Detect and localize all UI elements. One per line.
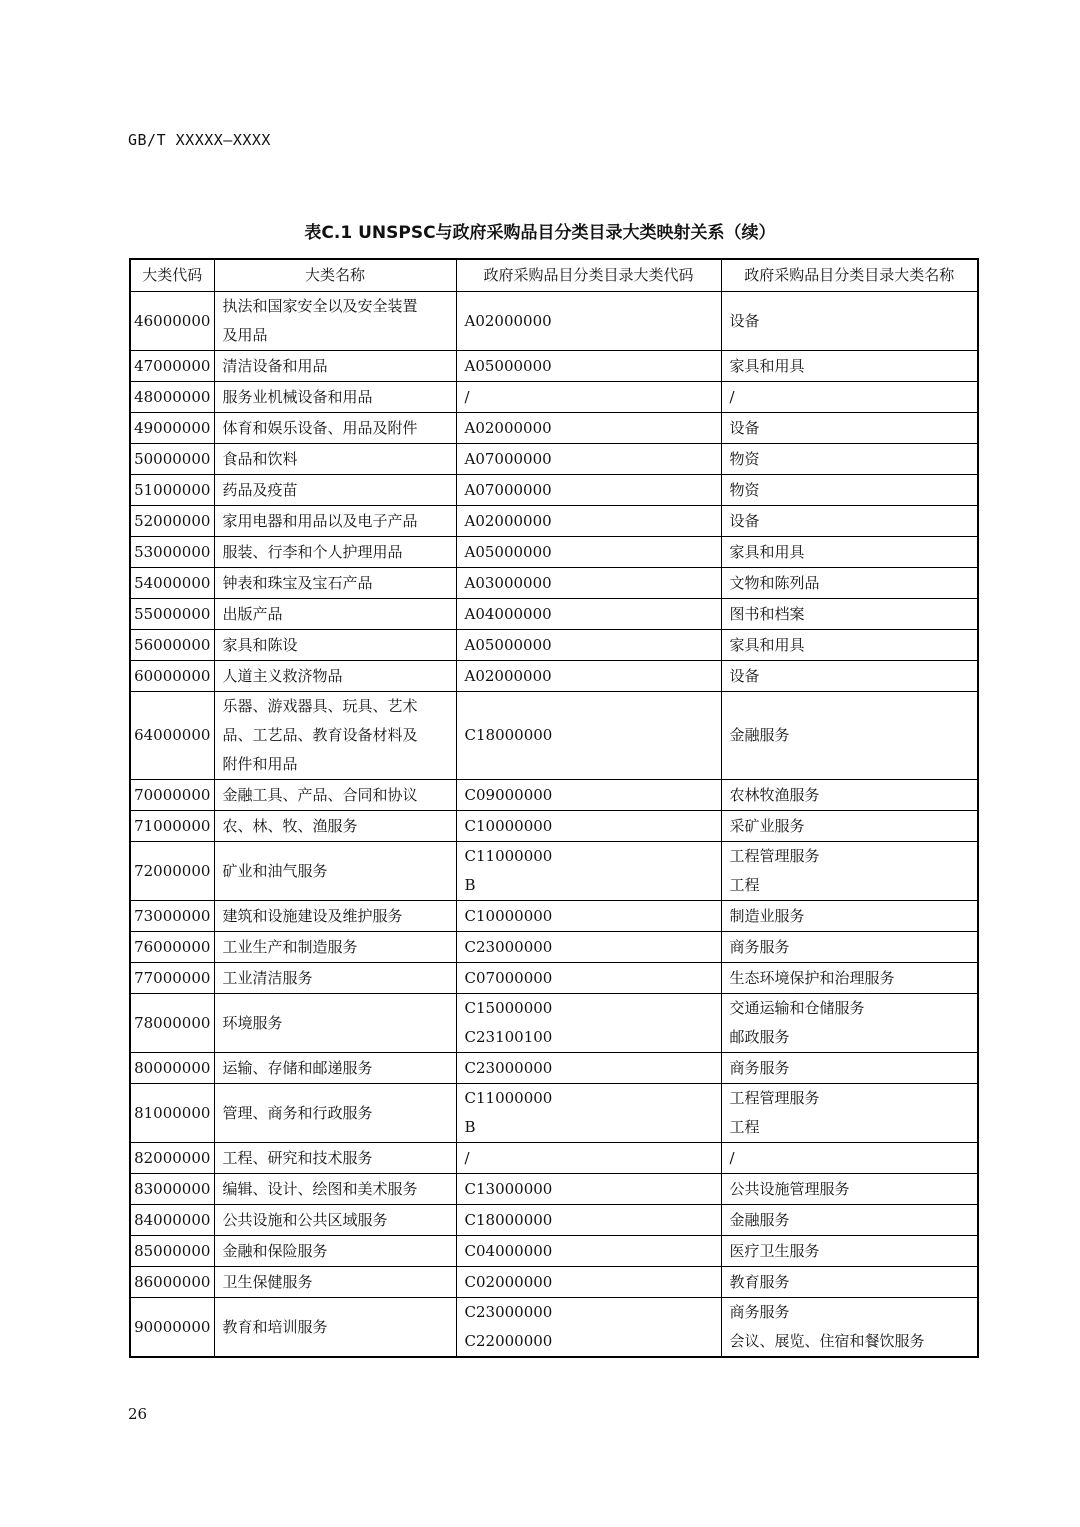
cell-gov-name bbox=[721, 1236, 978, 1267]
cell-gov-name-line: 家具和用具 bbox=[729, 356, 805, 375]
table-row bbox=[130, 292, 978, 351]
cell-gov-name bbox=[721, 1084, 978, 1143]
cell-gov-name-line: 物资 bbox=[729, 449, 760, 468]
cell-gov-code-line: C04000000 bbox=[464, 1241, 553, 1260]
cell-category-name-line: 工业生产和制造服务 bbox=[222, 937, 358, 956]
cell-gov-name bbox=[721, 630, 978, 661]
cell-gov-name-line: 农林牧渔服务 bbox=[729, 785, 820, 804]
cell-category-name-line: 品、工艺品、教育设备材料及 bbox=[222, 726, 418, 744]
cell-category-name bbox=[214, 506, 456, 537]
cell-gov-name bbox=[721, 1143, 978, 1174]
cell-category-name bbox=[214, 475, 456, 506]
cell-gov-code-line: C23000000 bbox=[464, 1058, 553, 1077]
cell-category-code: 85000000 bbox=[130, 1236, 214, 1267]
cell-gov-name bbox=[721, 382, 978, 413]
cell-gov-name-line: / bbox=[729, 1148, 735, 1167]
cell-gov-name bbox=[721, 661, 978, 692]
cell-category-code: 90000000 bbox=[130, 1298, 214, 1358]
cell-gov-code-line: C23000000 bbox=[464, 937, 553, 956]
cell-gov-name-line: 工程 bbox=[729, 1118, 760, 1136]
cell-category-code: 78000000 bbox=[130, 994, 214, 1053]
table-caption: 表C.1 UNSPSC与政府采购品目分类目录大类映射关系（续） bbox=[304, 223, 776, 243]
cell-category-code: 77000000 bbox=[130, 963, 214, 994]
cell-gov-code bbox=[456, 1084, 721, 1143]
cell-category-name-line: 执法和国家安全以及安全装置 bbox=[222, 297, 418, 315]
cell-gov-name-line: 文物和陈列品 bbox=[729, 573, 820, 592]
cell-gov-code bbox=[456, 506, 721, 537]
cell-gov-name-line: / bbox=[729, 387, 735, 406]
cell-category-name-line: 清洁设备和用品 bbox=[222, 356, 328, 375]
cell-category-name-line: 服务业机械设备和用品 bbox=[222, 387, 373, 406]
cell-gov-code-line: A02000000 bbox=[464, 311, 552, 330]
cell-category-name-line: 钟表和珠宝及宝石产品 bbox=[222, 573, 373, 592]
column-header-category-name: 大类名称 bbox=[214, 259, 456, 292]
cell-category-name-line: 教育和培训服务 bbox=[222, 1317, 328, 1336]
cell-gov-code-line: C10000000 bbox=[464, 906, 553, 925]
column-header-gov-name: 政府采购品目分类目录大类名称 bbox=[721, 259, 978, 292]
cell-category-name bbox=[214, 382, 456, 413]
cell-gov-code-line: C23000000 bbox=[464, 1303, 553, 1321]
table-row bbox=[130, 1205, 978, 1236]
cell-gov-code bbox=[456, 475, 721, 506]
table-row bbox=[130, 661, 978, 692]
table-body bbox=[130, 292, 978, 1358]
table-row bbox=[130, 506, 978, 537]
cell-category-name bbox=[214, 811, 456, 842]
cell-gov-code bbox=[456, 537, 721, 568]
cell-gov-code bbox=[456, 630, 721, 661]
cell-category-code: 50000000 bbox=[130, 444, 214, 475]
cell-category-name-line: 家具和陈设 bbox=[222, 635, 298, 654]
cell-gov-code bbox=[456, 413, 721, 444]
cell-gov-name-line: 物资 bbox=[729, 480, 760, 499]
cell-category-code: 83000000 bbox=[130, 1174, 214, 1205]
table-row bbox=[130, 901, 978, 932]
cell-category-name bbox=[214, 292, 456, 351]
cell-category-code: 73000000 bbox=[130, 901, 214, 932]
cell-gov-name-line: 会议、展览、住宿和餐饮服务 bbox=[729, 1332, 925, 1350]
cell-gov-name-line: 商务服务 bbox=[729, 1303, 790, 1321]
cell-gov-code bbox=[456, 780, 721, 811]
cell-category-name bbox=[214, 1267, 456, 1298]
table-row bbox=[130, 780, 978, 811]
cell-gov-name-line: 公共设施管理服务 bbox=[729, 1179, 850, 1198]
mapping-table bbox=[129, 258, 979, 1358]
cell-category-name-line: 工业清洁服务 bbox=[222, 968, 313, 987]
cell-gov-name-line: 图书和档案 bbox=[729, 604, 805, 623]
cell-gov-code bbox=[456, 444, 721, 475]
cell-gov-code-line: A07000000 bbox=[464, 449, 552, 468]
cell-gov-code-line: C09000000 bbox=[464, 785, 553, 804]
cell-gov-code-line: A05000000 bbox=[464, 356, 552, 375]
table-row bbox=[130, 1053, 978, 1084]
cell-gov-name-line: 金融服务 bbox=[729, 1210, 790, 1229]
cell-category-name-line: 及用品 bbox=[222, 326, 268, 344]
table-row bbox=[130, 1084, 978, 1143]
cell-category-code: 53000000 bbox=[130, 537, 214, 568]
table-row bbox=[130, 351, 978, 382]
cell-gov-code-line: C22000000 bbox=[464, 1332, 553, 1350]
cell-gov-code-line: C13000000 bbox=[464, 1179, 553, 1198]
cell-category-name-line: 体育和娱乐设备、用品及附件 bbox=[222, 418, 418, 437]
cell-category-name bbox=[214, 692, 456, 780]
cell-gov-name-line: 工程管理服务 bbox=[729, 847, 820, 865]
page-number: 26 bbox=[128, 1405, 148, 1423]
cell-gov-code bbox=[456, 994, 721, 1053]
cell-category-name-line: 金融工具、产品、合同和协议 bbox=[222, 785, 418, 804]
cell-gov-name bbox=[721, 932, 978, 963]
table-row bbox=[130, 444, 978, 475]
cell-category-name-line: 药品及疫苗 bbox=[222, 480, 298, 499]
cell-gov-code-line: C11000000 bbox=[464, 1089, 553, 1107]
cell-gov-code bbox=[456, 351, 721, 382]
cell-category-name bbox=[214, 630, 456, 661]
cell-gov-name-line: 制造业服务 bbox=[729, 906, 805, 925]
table-row bbox=[130, 932, 978, 963]
cell-gov-name bbox=[721, 292, 978, 351]
cell-category-code: 47000000 bbox=[130, 351, 214, 382]
cell-gov-name-line: 设备 bbox=[729, 311, 760, 330]
cell-gov-name bbox=[721, 1267, 978, 1298]
cell-gov-name bbox=[721, 1205, 978, 1236]
cell-gov-code bbox=[456, 842, 721, 901]
cell-category-name bbox=[214, 842, 456, 901]
cell-gov-name-line: 设备 bbox=[729, 511, 760, 530]
table-row bbox=[130, 568, 978, 599]
cell-gov-name bbox=[721, 351, 978, 382]
cell-gov-name bbox=[721, 506, 978, 537]
cell-category-name bbox=[214, 1084, 456, 1143]
cell-category-name-line: 卫生保健服务 bbox=[222, 1272, 313, 1291]
table-row bbox=[130, 1236, 978, 1267]
cell-gov-name bbox=[721, 1053, 978, 1084]
cell-category-name bbox=[214, 963, 456, 994]
cell-category-code: 55000000 bbox=[130, 599, 214, 630]
cell-category-name-line: 公共设施和公共区域服务 bbox=[222, 1210, 388, 1229]
cell-gov-name bbox=[721, 599, 978, 630]
cell-gov-code-line: C07000000 bbox=[464, 968, 553, 987]
cell-gov-name-line: 交通运输和仓储服务 bbox=[729, 999, 865, 1017]
cell-category-name-line: 管理、商务和行政服务 bbox=[222, 1103, 373, 1122]
cell-gov-code bbox=[456, 599, 721, 630]
cell-gov-name-line: 采矿业服务 bbox=[729, 816, 805, 835]
cell-gov-name-line: 家具和用具 bbox=[729, 635, 805, 654]
cell-category-name bbox=[214, 444, 456, 475]
cell-category-name bbox=[214, 901, 456, 932]
table-row bbox=[130, 413, 978, 444]
cell-category-name bbox=[214, 1205, 456, 1236]
cell-gov-code-line: A05000000 bbox=[464, 542, 552, 561]
cell-gov-name-line: 邮政服务 bbox=[729, 1028, 790, 1046]
cell-category-code: 54000000 bbox=[130, 568, 214, 599]
cell-category-code: 82000000 bbox=[130, 1143, 214, 1174]
cell-gov-code bbox=[456, 692, 721, 780]
table-row bbox=[130, 599, 978, 630]
cell-gov-code-line: A03000000 bbox=[464, 573, 552, 592]
cell-category-name-line: 人道主义救济物品 bbox=[222, 666, 343, 685]
table-row bbox=[130, 1298, 978, 1358]
cell-gov-code bbox=[456, 932, 721, 963]
table-row bbox=[130, 1143, 978, 1174]
cell-gov-name-line: 设备 bbox=[729, 418, 760, 437]
cell-category-code: 64000000 bbox=[130, 692, 214, 780]
cell-gov-name-line: 商务服务 bbox=[729, 1058, 790, 1077]
cell-category-code: 60000000 bbox=[130, 661, 214, 692]
cell-category-name-line: 服装、行李和个人护理用品 bbox=[222, 542, 403, 561]
cell-gov-code-line: / bbox=[464, 1148, 470, 1167]
cell-gov-code-line: C02000000 bbox=[464, 1272, 553, 1291]
cell-gov-code bbox=[456, 292, 721, 351]
cell-gov-code bbox=[456, 1143, 721, 1174]
cell-gov-code bbox=[456, 963, 721, 994]
cell-gov-name bbox=[721, 1298, 978, 1358]
cell-gov-name-line: 教育服务 bbox=[729, 1272, 790, 1291]
table-row bbox=[130, 1267, 978, 1298]
cell-category-code: 70000000 bbox=[130, 780, 214, 811]
cell-gov-code-line: A07000000 bbox=[464, 480, 552, 499]
cell-category-name bbox=[214, 1298, 456, 1358]
cell-category-name bbox=[214, 599, 456, 630]
cell-category-code: 49000000 bbox=[130, 413, 214, 444]
cell-category-code: 71000000 bbox=[130, 811, 214, 842]
cell-gov-code bbox=[456, 1174, 721, 1205]
cell-category-code: 56000000 bbox=[130, 630, 214, 661]
cell-gov-name-line: 生态环境保护和治理服务 bbox=[729, 968, 895, 987]
table-row bbox=[130, 842, 978, 901]
table-header-row bbox=[130, 259, 978, 292]
table-row bbox=[130, 994, 978, 1053]
cell-gov-name bbox=[721, 444, 978, 475]
cell-category-name-line: 运输、存储和邮递服务 bbox=[222, 1058, 373, 1077]
cell-gov-code bbox=[456, 661, 721, 692]
cell-gov-name bbox=[721, 568, 978, 599]
cell-category-name-line: 金融和保险服务 bbox=[222, 1241, 328, 1260]
cell-category-code: 86000000 bbox=[130, 1267, 214, 1298]
cell-gov-code bbox=[456, 1205, 721, 1236]
cell-gov-name bbox=[721, 811, 978, 842]
cell-category-name bbox=[214, 537, 456, 568]
cell-gov-name bbox=[721, 842, 978, 901]
cell-category-name bbox=[214, 351, 456, 382]
cell-gov-name-line: 医疗卫生服务 bbox=[729, 1241, 820, 1260]
standard-id-header: GB/T XXXXX—XXXX bbox=[128, 131, 271, 149]
cell-gov-code bbox=[456, 1267, 721, 1298]
cell-category-name-line: 家用电器和用品以及电子产品 bbox=[222, 511, 418, 530]
cell-gov-name bbox=[721, 994, 978, 1053]
cell-gov-code-line: A02000000 bbox=[464, 511, 552, 530]
cell-gov-code bbox=[456, 1053, 721, 1084]
cell-category-code: 52000000 bbox=[130, 506, 214, 537]
cell-category-name bbox=[214, 1053, 456, 1084]
cell-gov-name-line: 工程管理服务 bbox=[729, 1089, 820, 1107]
cell-category-name bbox=[214, 932, 456, 963]
cell-gov-name bbox=[721, 780, 978, 811]
table-row bbox=[130, 811, 978, 842]
cell-gov-code-line: A05000000 bbox=[464, 635, 552, 654]
table-row bbox=[130, 537, 978, 568]
cell-gov-code-line: / bbox=[464, 387, 470, 406]
cell-category-code: 72000000 bbox=[130, 842, 214, 901]
cell-gov-name bbox=[721, 475, 978, 506]
cell-category-code: 81000000 bbox=[130, 1084, 214, 1143]
cell-category-code: 76000000 bbox=[130, 932, 214, 963]
table-row bbox=[130, 1174, 978, 1205]
cell-gov-code bbox=[456, 568, 721, 599]
cell-category-name-line: 建筑和设施建设及维护服务 bbox=[222, 906, 403, 925]
cell-category-code: 48000000 bbox=[130, 382, 214, 413]
cell-category-name-line: 食品和饮料 bbox=[222, 449, 298, 468]
cell-category-name-line: 编辑、设计、绘图和美术服务 bbox=[222, 1179, 418, 1198]
cell-category-name bbox=[214, 1143, 456, 1174]
table-row bbox=[130, 382, 978, 413]
cell-category-code: 46000000 bbox=[130, 292, 214, 351]
cell-category-name-line: 工程、研究和技术服务 bbox=[222, 1148, 373, 1167]
table-row bbox=[130, 692, 978, 780]
cell-category-name-line: 乐器、游戏器具、玩具、艺术 bbox=[222, 697, 418, 715]
cell-category-name-line: 矿业和油气服务 bbox=[222, 861, 328, 880]
cell-gov-name bbox=[721, 692, 978, 780]
cell-category-name bbox=[214, 1236, 456, 1267]
cell-gov-code-line: C18000000 bbox=[464, 1210, 553, 1229]
cell-gov-code bbox=[456, 1298, 721, 1358]
cell-category-code: 84000000 bbox=[130, 1205, 214, 1236]
cell-category-code: 80000000 bbox=[130, 1053, 214, 1084]
cell-category-name-line: 出版产品 bbox=[222, 604, 283, 623]
cell-gov-code bbox=[456, 901, 721, 932]
cell-gov-code-line: C23100100 bbox=[464, 1028, 553, 1046]
cell-category-name-line: 环境服务 bbox=[222, 1013, 283, 1032]
cell-gov-name bbox=[721, 537, 978, 568]
cell-gov-name-line: 设备 bbox=[729, 666, 760, 685]
cell-gov-name-line: 工程 bbox=[729, 876, 760, 894]
cell-gov-code bbox=[456, 811, 721, 842]
cell-gov-code-line: C11000000 bbox=[464, 847, 553, 865]
column-header-gov-code: 政府采购品目分类目录大类代码 bbox=[456, 259, 721, 292]
cell-gov-code-line: C10000000 bbox=[464, 816, 553, 835]
cell-gov-name bbox=[721, 963, 978, 994]
cell-category-name bbox=[214, 568, 456, 599]
cell-category-name bbox=[214, 1174, 456, 1205]
cell-category-name bbox=[214, 661, 456, 692]
cell-category-name bbox=[214, 413, 456, 444]
cell-category-name bbox=[214, 994, 456, 1053]
cell-category-name bbox=[214, 780, 456, 811]
cell-gov-code bbox=[456, 382, 721, 413]
cell-gov-code-line: B bbox=[464, 876, 476, 894]
cell-gov-name bbox=[721, 413, 978, 444]
cell-gov-code-line: C15000000 bbox=[464, 999, 553, 1017]
table-row bbox=[130, 475, 978, 506]
cell-gov-name-line: 家具和用具 bbox=[729, 542, 805, 561]
cell-category-code: 51000000 bbox=[130, 475, 214, 506]
cell-gov-code-line: A02000000 bbox=[464, 418, 552, 437]
cell-gov-code-line: A04000000 bbox=[464, 604, 552, 623]
cell-gov-name-line: 金融服务 bbox=[729, 726, 790, 744]
cell-gov-name-line: 商务服务 bbox=[729, 937, 790, 956]
cell-category-name-line: 农、林、牧、渔服务 bbox=[222, 816, 358, 835]
cell-gov-name bbox=[721, 1174, 978, 1205]
cell-gov-code-line: B bbox=[464, 1118, 476, 1136]
cell-gov-code bbox=[456, 1236, 721, 1267]
cell-gov-name bbox=[721, 901, 978, 932]
cell-gov-code-line: A02000000 bbox=[464, 666, 552, 685]
column-header-category-code: 大类代码 bbox=[130, 259, 214, 292]
table-row bbox=[130, 630, 978, 661]
cell-category-name-line: 附件和用品 bbox=[222, 755, 298, 773]
cell-gov-code-line: C18000000 bbox=[464, 726, 553, 744]
table-row bbox=[130, 963, 978, 994]
